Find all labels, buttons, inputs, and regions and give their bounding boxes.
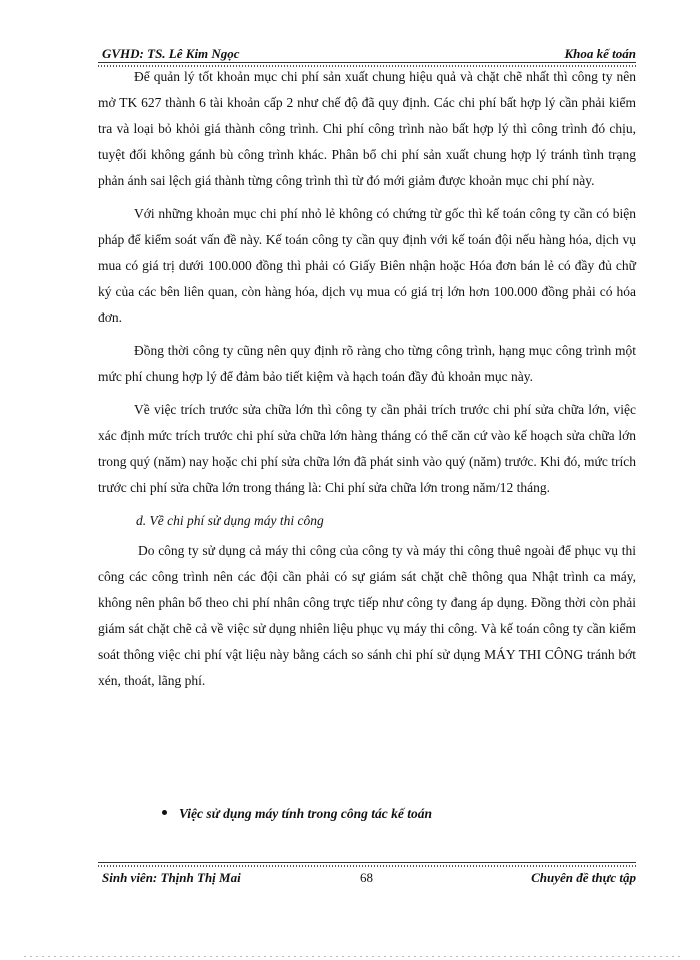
page-edge-divider bbox=[24, 956, 684, 957]
bullet-icon bbox=[162, 810, 167, 815]
footer-title: Chuyên đề thực tập bbox=[531, 870, 636, 885]
body-text bbox=[98, 64, 636, 701]
paragraph-common-fees: Đồng thời công ty cũng nên quy định rõ ràng cho từng công trình, hạng mục công trình một mức phí chung hợp lý để đảm bảo tiết kiệm và hạch toán đầy đủ khoản mục này. bbox=[98, 343, 636, 384]
bullet-item bbox=[162, 806, 432, 822]
header-supervisor: GVHD: TS. Lê Kim Ngọc bbox=[102, 46, 240, 61]
page-header bbox=[98, 44, 636, 64]
header-department: Khoa kế toán bbox=[564, 46, 636, 61]
section-d-heading: d. Về chi phí sử dụng máy thi công bbox=[136, 513, 324, 528]
bullet-text: Việc sử dụng máy tính trong công tác kế toán bbox=[179, 806, 432, 821]
paragraph-major-repairs: Về việc trích trước sửa chữa lớn thì công ty cần phải trích trước chi phí sửa chữa lớn, việc xác định mức trích trước chi phí sửa chữa lớn hàng tháng có thể căn cứ vào kế hoạch sửa chữa lớn trong quý (năm) nay hoặc chi phí sửa chữa lớn đã phát sinh vào quý (năm) trước. Khi đó, mức trích trước chi phí sửa chữa lớn trong tháng là: Chi phí sửa chữa lớn trong năm/12 tháng. bbox=[98, 402, 636, 495]
paragraph-small-expenses: Với những khoản mục chi phí nhỏ lẻ không có chứng từ gốc thì kế toán công ty cần có biện pháp để kiểm soát vấn đề này. Kế toán công ty cần quy định với kế toán đội nếu hàng hóa, dịch vụ mua có giá trị dưới 100.000 đồng thì phải có Giấy Biên nhận hoặc Hóa đơn bán lẻ có đầy đủ chữ ký của các bên liên quan, còn hàng hóa, dịch vụ mua có giá trị lớn hơn 100.000 đồng phải có hóa đơn. bbox=[98, 206, 636, 325]
page-footer bbox=[98, 870, 636, 890]
footer-student: Sinh viên: Thịnh Thị Mai bbox=[102, 870, 241, 885]
paragraph-overhead-costs: Để quản lý tốt khoản mục chi phí sản xuất chung hiệu quả và chặt chẽ nhất thì công ty nên mở TK 627 thành 6 tài khoản cấp 2 như chế độ đã quy định. Các chi phí bất hợp lý cần phải kiểm tra và loại bỏ khỏi giá thành công trình. Chi phí công trình nào bất hợp lý thì công trình đó chịu, tuyệt đối không gánh bù công trình khác. Phân bổ chi phí sản xuất chung hợp lý tránh tình trạng phản ánh sai lệch giá thành từng công trình thì từ đó mới giảm được khoản mục chi phí này. bbox=[98, 69, 636, 188]
paragraph-machine-costs: Do công ty sử dụng cả máy thi công của công ty và máy thi công thuê ngoài để phục vụ thi công các công trình nên các đội cần phải có sự giám sát chặt chẽ thông qua Nhật trình ca máy, không nên phân bổ theo chi phí nhân công trực tiếp như công ty đang áp dụng. Đồng thời còn phải giám sát chặt chẽ cả về việc sử dụng nhiên liệu phục vụ máy thi công. Và kế toán công ty cần kiểm soát thông việc chi phí vật liệu này bằng cách so sánh chi phí sử dụng MÁY THI CÔNG tránh bớt xén, thoát, lãng phí. bbox=[98, 543, 636, 688]
page-number: 68 bbox=[360, 870, 373, 885]
footer-rule bbox=[98, 862, 636, 867]
